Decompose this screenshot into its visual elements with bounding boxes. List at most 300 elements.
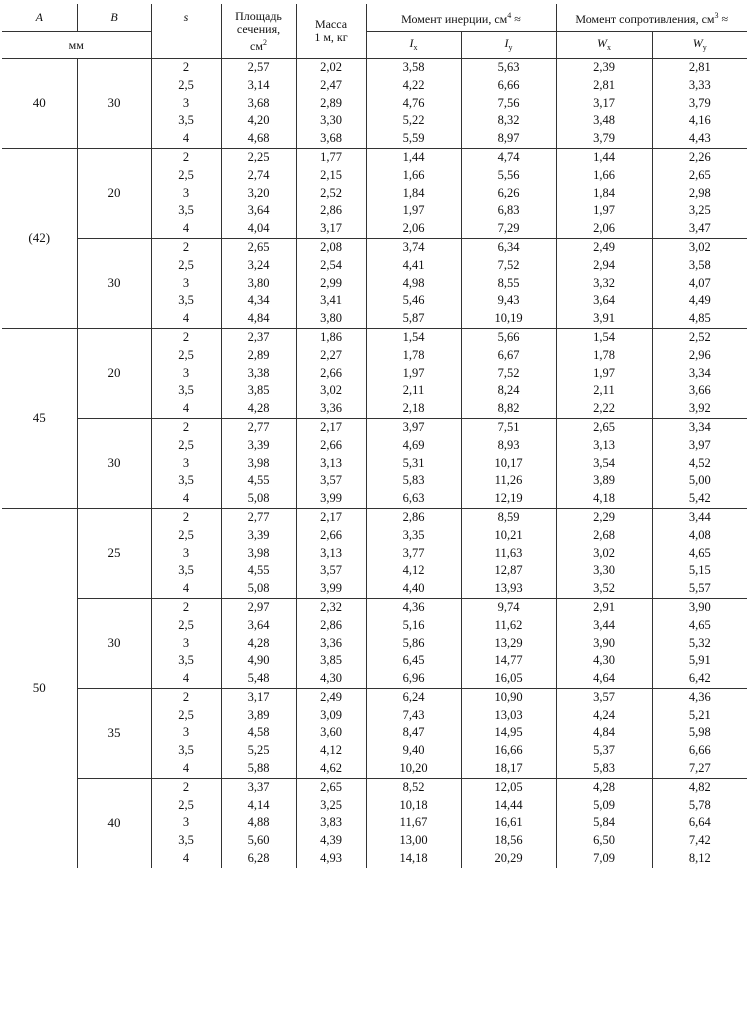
mass-cell: 2,66 xyxy=(296,527,366,545)
col-b-header: B xyxy=(77,4,151,32)
area-cell: 5,88 xyxy=(221,760,296,778)
mass-cell: 3,99 xyxy=(296,490,366,508)
wy-cell: 3,34 xyxy=(652,418,747,436)
wy-cell: 5,00 xyxy=(652,472,747,490)
table-row xyxy=(2,508,747,526)
area-cell: 4,14 xyxy=(221,797,296,815)
iy-cell: 5,66 xyxy=(461,328,556,346)
b-cell: 20 xyxy=(77,148,151,238)
ix-header: $I_x$ xyxy=(366,32,461,59)
a-cell: (42) xyxy=(2,148,77,328)
mass-cell: 2,15 xyxy=(296,167,366,185)
thickness-cell: 4 xyxy=(151,490,221,508)
ix-cell: 4,98 xyxy=(366,275,461,293)
thickness-cell: 3,5 xyxy=(151,652,221,670)
mass-cell: 3,25 xyxy=(296,797,366,815)
area-cell: 3,24 xyxy=(221,257,296,275)
mass-cell: 3,99 xyxy=(296,580,366,598)
area-cell: 6,28 xyxy=(221,850,296,868)
iy-cell: 12,05 xyxy=(461,778,556,796)
mass-cell: 3,30 xyxy=(296,112,366,130)
thickness-cell: 3 xyxy=(151,455,221,473)
wx-cell: 5,09 xyxy=(556,797,652,815)
thickness-cell: 3 xyxy=(151,275,221,293)
wy-cell: 4,07 xyxy=(652,275,747,293)
b-cell: 30 xyxy=(77,59,151,149)
col-s-header: s xyxy=(151,4,221,32)
table-row xyxy=(2,328,747,346)
mass-cell: 2,32 xyxy=(296,598,366,616)
wy-cell: 2,26 xyxy=(652,148,747,166)
thickness-cell: 2 xyxy=(151,328,221,346)
area-cell: 2,25 xyxy=(221,148,296,166)
iy-cell: 8,97 xyxy=(461,130,556,148)
mass-cell: 2,99 xyxy=(296,275,366,293)
wx-cell: 3,79 xyxy=(556,130,652,148)
wx-cell: 3,91 xyxy=(556,310,652,328)
area-cell: 3,37 xyxy=(221,778,296,796)
wy-cell: 3,97 xyxy=(652,437,747,455)
mass-cell: 3,17 xyxy=(296,220,366,238)
area-cell: 3,98 xyxy=(221,455,296,473)
wx-cell: 3,02 xyxy=(556,545,652,563)
mass-cell: 3,13 xyxy=(296,545,366,563)
wx-cell: 2,68 xyxy=(556,527,652,545)
wx-cell: 6,50 xyxy=(556,832,652,850)
wy-cell: 2,52 xyxy=(652,328,747,346)
wx-cell: 5,84 xyxy=(556,814,652,832)
iy-cell: 16,66 xyxy=(461,742,556,760)
area-cell: 3,64 xyxy=(221,617,296,635)
ix-cell: 4,40 xyxy=(366,580,461,598)
wx-cell: 1,97 xyxy=(556,202,652,220)
unit-mm-header: мм xyxy=(68,37,84,52)
thickness-cell: 4 xyxy=(151,220,221,238)
mass-header-line2: 1 м, кг xyxy=(314,30,348,44)
iy-cell: 20,29 xyxy=(461,850,556,868)
mass-cell: 3,13 xyxy=(296,455,366,473)
area-cell: 2,97 xyxy=(221,598,296,616)
mass-cell: 3,83 xyxy=(296,814,366,832)
ix-cell: 10,20 xyxy=(366,760,461,778)
thickness-cell: 3 xyxy=(151,814,221,832)
table-row xyxy=(2,778,747,796)
thickness-cell: 2 xyxy=(151,418,221,436)
iy-cell: 6,83 xyxy=(461,202,556,220)
thickness-cell: 2 xyxy=(151,598,221,616)
wx-cell: 3,30 xyxy=(556,562,652,580)
iy-cell: 13,29 xyxy=(461,635,556,653)
ix-cell: 6,24 xyxy=(366,688,461,706)
ix-cell: 5,16 xyxy=(366,617,461,635)
area-cell: 4,84 xyxy=(221,310,296,328)
area-cell: 4,55 xyxy=(221,472,296,490)
iy-cell: 4,74 xyxy=(461,148,556,166)
area-cell: 3,64 xyxy=(221,202,296,220)
wx-cell: 2,39 xyxy=(556,59,652,77)
thickness-cell: 2,5 xyxy=(151,257,221,275)
thickness-cell: 2,5 xyxy=(151,167,221,185)
thickness-cell: 2 xyxy=(151,778,221,796)
iy-cell: 7,52 xyxy=(461,365,556,383)
b-cell: 35 xyxy=(77,688,151,778)
ix-cell: 3,97 xyxy=(366,418,461,436)
wx-cell: 2,49 xyxy=(556,238,652,256)
wy-cell: 6,66 xyxy=(652,742,747,760)
thickness-cell: 4 xyxy=(151,130,221,148)
wy-cell: 4,65 xyxy=(652,617,747,635)
table-row xyxy=(2,59,747,77)
iy-cell: 5,63 xyxy=(461,59,556,77)
area-cell: 4,34 xyxy=(221,292,296,310)
iy-cell: 8,24 xyxy=(461,382,556,400)
iy-cell: 7,56 xyxy=(461,95,556,113)
wx-cell: 1,44 xyxy=(556,148,652,166)
area-cell: 3,39 xyxy=(221,527,296,545)
ix-cell: 2,18 xyxy=(366,400,461,418)
area-cell: 2,65 xyxy=(221,238,296,256)
area-cell: 4,28 xyxy=(221,635,296,653)
wy-cell: 3,79 xyxy=(652,95,747,113)
table-row xyxy=(2,238,747,256)
mass-cell: 2,65 xyxy=(296,778,366,796)
wy-cell: 4,08 xyxy=(652,527,747,545)
area-cell: 4,55 xyxy=(221,562,296,580)
iy-cell: 7,52 xyxy=(461,257,556,275)
wy-cell: 3,66 xyxy=(652,382,747,400)
thickness-cell: 3 xyxy=(151,635,221,653)
mass-cell: 3,60 xyxy=(296,724,366,742)
wy-cell: 6,64 xyxy=(652,814,747,832)
mass-cell: 2,86 xyxy=(296,202,366,220)
area-cell: 4,88 xyxy=(221,814,296,832)
iy-cell: 16,05 xyxy=(461,670,556,688)
ix-cell: 5,59 xyxy=(366,130,461,148)
ix-cell: 6,63 xyxy=(366,490,461,508)
mass-cell: 2,66 xyxy=(296,437,366,455)
wy-cell: 4,65 xyxy=(652,545,747,563)
wx-cell: 3,17 xyxy=(556,95,652,113)
ix-cell: 8,52 xyxy=(366,778,461,796)
iy-cell: 11,62 xyxy=(461,617,556,635)
wx-cell: 4,84 xyxy=(556,724,652,742)
thickness-cell: 3 xyxy=(151,185,221,203)
wy-header: $W_y$ xyxy=(652,32,747,59)
iy-cell: 6,26 xyxy=(461,185,556,203)
area-cell: 5,48 xyxy=(221,670,296,688)
wx-cell: 2,06 xyxy=(556,220,652,238)
wy-cell: 5,21 xyxy=(652,707,747,725)
thickness-cell: 2,5 xyxy=(151,347,221,365)
iy-cell: 13,93 xyxy=(461,580,556,598)
a-cell: 45 xyxy=(2,328,77,508)
area-cell: 5,25 xyxy=(221,742,296,760)
iy-cell: 8,32 xyxy=(461,112,556,130)
iy-cell: 6,66 xyxy=(461,77,556,95)
area-cell: 2,77 xyxy=(221,418,296,436)
thickness-cell: 3,5 xyxy=(151,112,221,130)
wy-cell: 4,52 xyxy=(652,455,747,473)
wy-cell: 7,42 xyxy=(652,832,747,850)
wy-cell: 5,32 xyxy=(652,635,747,653)
wx-cell: 7,09 xyxy=(556,850,652,868)
thickness-cell: 2 xyxy=(151,59,221,77)
wy-cell: 4,85 xyxy=(652,310,747,328)
thickness-cell: 3,5 xyxy=(151,562,221,580)
ix-cell: 5,31 xyxy=(366,455,461,473)
area-cell: 3,85 xyxy=(221,382,296,400)
iy-cell: 8,82 xyxy=(461,400,556,418)
thickness-cell: 2,5 xyxy=(151,617,221,635)
table-body xyxy=(2,59,747,868)
wy-cell: 4,49 xyxy=(652,292,747,310)
area-cell: 4,90 xyxy=(221,652,296,670)
wx-cell: 4,24 xyxy=(556,707,652,725)
b-cell: 25 xyxy=(77,508,151,598)
wy-cell: 3,33 xyxy=(652,77,747,95)
iy-cell: 13,03 xyxy=(461,707,556,725)
wy-cell: 5,98 xyxy=(652,724,747,742)
wx-cell: 3,57 xyxy=(556,688,652,706)
iy-cell: 6,67 xyxy=(461,347,556,365)
ix-cell: 10,18 xyxy=(366,797,461,815)
table-row xyxy=(2,418,747,436)
mass-header xyxy=(296,4,366,59)
ix-cell: 1,84 xyxy=(366,185,461,203)
wy-cell: 3,92 xyxy=(652,400,747,418)
wx-cell: 1,84 xyxy=(556,185,652,203)
ix-cell: 14,18 xyxy=(366,850,461,868)
wy-cell: 5,15 xyxy=(652,562,747,580)
ix-cell: 6,45 xyxy=(366,652,461,670)
table-row xyxy=(2,688,747,706)
wy-cell: 5,42 xyxy=(652,490,747,508)
wy-cell: 4,36 xyxy=(652,688,747,706)
mass-cell: 2,27 xyxy=(296,347,366,365)
wx-cell: 2,65 xyxy=(556,418,652,436)
area-cell: 3,68 xyxy=(221,95,296,113)
wx-cell: 2,81 xyxy=(556,77,652,95)
ix-cell: 3,74 xyxy=(366,238,461,256)
iy-cell: 16,61 xyxy=(461,814,556,832)
mass-cell: 2,17 xyxy=(296,508,366,526)
wx-header: $W_x$ xyxy=(556,32,652,59)
table-header xyxy=(2,4,747,59)
iy-cell: 6,34 xyxy=(461,238,556,256)
wx-cell: 3,54 xyxy=(556,455,652,473)
wy-cell: 3,90 xyxy=(652,598,747,616)
col-a-header: A xyxy=(2,4,77,32)
ix-cell: 5,87 xyxy=(366,310,461,328)
mass-cell: 2,02 xyxy=(296,59,366,77)
ix-cell: 8,47 xyxy=(366,724,461,742)
wy-cell: 4,82 xyxy=(652,778,747,796)
thickness-cell: 2 xyxy=(151,508,221,526)
iy-cell: 10,17 xyxy=(461,455,556,473)
ix-cell: 11,67 xyxy=(366,814,461,832)
area-cell: 3,38 xyxy=(221,365,296,383)
wy-cell: 2,65 xyxy=(652,167,747,185)
wx-cell: 3,89 xyxy=(556,472,652,490)
wx-cell: 1,66 xyxy=(556,167,652,185)
thickness-cell: 2 xyxy=(151,688,221,706)
b-cell: 30 xyxy=(77,238,151,328)
area-header-line3: $см^2$ xyxy=(250,37,267,53)
area-cell: 2,37 xyxy=(221,328,296,346)
ix-cell: 2,11 xyxy=(366,382,461,400)
area-cell: 3,14 xyxy=(221,77,296,95)
mass-cell: 3,68 xyxy=(296,130,366,148)
wx-cell: 2,22 xyxy=(556,400,652,418)
ix-cell: 5,83 xyxy=(366,472,461,490)
area-cell: 4,04 xyxy=(221,220,296,238)
iy-cell: 8,59 xyxy=(461,508,556,526)
iy-cell: 10,90 xyxy=(461,688,556,706)
iy-cell: 12,87 xyxy=(461,562,556,580)
thickness-cell: 2 xyxy=(151,238,221,256)
wy-cell: 2,96 xyxy=(652,347,747,365)
ix-cell: 13,00 xyxy=(366,832,461,850)
thickness-cell: 3,5 xyxy=(151,742,221,760)
ix-cell: 1,97 xyxy=(366,365,461,383)
iy-cell: 7,29 xyxy=(461,220,556,238)
iy-cell: 11,63 xyxy=(461,545,556,563)
area-cell: 4,58 xyxy=(221,724,296,742)
col-s-header-blank xyxy=(151,32,221,59)
mass-cell: 2,86 xyxy=(296,617,366,635)
area-cell: 2,89 xyxy=(221,347,296,365)
thickness-cell: 2,5 xyxy=(151,77,221,95)
ix-cell: 6,96 xyxy=(366,670,461,688)
wy-cell: 5,78 xyxy=(652,797,747,815)
area-header-line1: Площадь xyxy=(235,8,282,23)
iy-cell: 11,26 xyxy=(461,472,556,490)
wy-cell: 8,12 xyxy=(652,850,747,868)
area-cell: 3,80 xyxy=(221,275,296,293)
area-header-line2: сечения, xyxy=(236,21,281,36)
thickness-cell: 3 xyxy=(151,95,221,113)
wx-cell: 2,94 xyxy=(556,257,652,275)
ix-cell: 4,22 xyxy=(366,77,461,95)
wx-cell: 2,29 xyxy=(556,508,652,526)
thickness-cell: 3,5 xyxy=(151,832,221,850)
iy-cell: 10,21 xyxy=(461,527,556,545)
mass-cell: 3,02 xyxy=(296,382,366,400)
ix-cell: 1,44 xyxy=(366,148,461,166)
wy-cell: 3,25 xyxy=(652,202,747,220)
iy-cell: 8,55 xyxy=(461,275,556,293)
mass-cell: 3,57 xyxy=(296,562,366,580)
mass-cell: 4,93 xyxy=(296,850,366,868)
area-cell: 4,28 xyxy=(221,400,296,418)
b-cell: 20 xyxy=(77,328,151,418)
area-cell: 5,08 xyxy=(221,580,296,598)
iy-cell: 18,56 xyxy=(461,832,556,850)
area-cell: 4,68 xyxy=(221,130,296,148)
ix-cell: 3,77 xyxy=(366,545,461,563)
thickness-cell: 2,5 xyxy=(151,527,221,545)
area-cell: 2,57 xyxy=(221,59,296,77)
wy-cell: 3,47 xyxy=(652,220,747,238)
ix-cell: 1,66 xyxy=(366,167,461,185)
thickness-cell: 3,5 xyxy=(151,202,221,220)
mass-cell: 4,39 xyxy=(296,832,366,850)
ix-cell: 2,06 xyxy=(366,220,461,238)
mass-cell: 3,36 xyxy=(296,635,366,653)
ix-cell: 7,43 xyxy=(366,707,461,725)
thickness-cell: 3 xyxy=(151,724,221,742)
thickness-cell: 2,5 xyxy=(151,797,221,815)
thickness-cell: 3,5 xyxy=(151,292,221,310)
wy-cell: 5,91 xyxy=(652,652,747,670)
wx-cell: 5,83 xyxy=(556,760,652,778)
iy-cell: 14,95 xyxy=(461,724,556,742)
thickness-cell: 4 xyxy=(151,670,221,688)
iy-cell: 14,77 xyxy=(461,652,556,670)
wy-cell: 4,16 xyxy=(652,112,747,130)
area-header xyxy=(221,4,296,59)
table-row xyxy=(2,148,747,166)
wy-cell: 3,44 xyxy=(652,508,747,526)
wx-cell: 1,78 xyxy=(556,347,652,365)
thickness-cell: 3,5 xyxy=(151,382,221,400)
wx-cell: 4,18 xyxy=(556,490,652,508)
iy-cell: 14,44 xyxy=(461,797,556,815)
ix-cell: 2,86 xyxy=(366,508,461,526)
wx-cell: 4,30 xyxy=(556,652,652,670)
mass-cell: 1,77 xyxy=(296,148,366,166)
ix-cell: 5,86 xyxy=(366,635,461,653)
wx-cell: 4,28 xyxy=(556,778,652,796)
ix-cell: 4,69 xyxy=(366,437,461,455)
wy-cell: 2,98 xyxy=(652,185,747,203)
mass-cell: 3,41 xyxy=(296,292,366,310)
iy-header: $I_y$ xyxy=(461,32,556,59)
wx-cell: 3,32 xyxy=(556,275,652,293)
mass-cell: 2,17 xyxy=(296,418,366,436)
thickness-cell: 4 xyxy=(151,310,221,328)
thickness-cell: 4 xyxy=(151,850,221,868)
ix-cell: 4,36 xyxy=(366,598,461,616)
thickness-cell: 4 xyxy=(151,580,221,598)
thickness-cell: 2 xyxy=(151,148,221,166)
area-cell: 3,20 xyxy=(221,185,296,203)
mass-cell: 2,52 xyxy=(296,185,366,203)
ix-cell: 4,41 xyxy=(366,257,461,275)
iy-cell: 8,93 xyxy=(461,437,556,455)
wx-cell: 3,90 xyxy=(556,635,652,653)
mass-cell: 4,12 xyxy=(296,742,366,760)
wx-cell: 3,52 xyxy=(556,580,652,598)
mass-cell: 3,57 xyxy=(296,472,366,490)
thickness-cell: 2,5 xyxy=(151,707,221,725)
area-cell: 4,20 xyxy=(221,112,296,130)
mass-header-line1: Масса xyxy=(314,17,348,31)
thickness-cell: 4 xyxy=(151,760,221,778)
area-cell: 5,60 xyxy=(221,832,296,850)
inertia-header: Момент инерции, $см^4$ ≈ xyxy=(366,4,556,32)
wx-cell: 3,13 xyxy=(556,437,652,455)
iy-cell: 7,51 xyxy=(461,418,556,436)
iy-cell: 9,43 xyxy=(461,292,556,310)
ix-cell: 1,54 xyxy=(366,328,461,346)
wx-cell: 2,11 xyxy=(556,382,652,400)
area-cell: 2,77 xyxy=(221,508,296,526)
iy-cell: 12,19 xyxy=(461,490,556,508)
mass-cell: 1,86 xyxy=(296,328,366,346)
mass-cell: 2,89 xyxy=(296,95,366,113)
area-cell: 5,08 xyxy=(221,490,296,508)
